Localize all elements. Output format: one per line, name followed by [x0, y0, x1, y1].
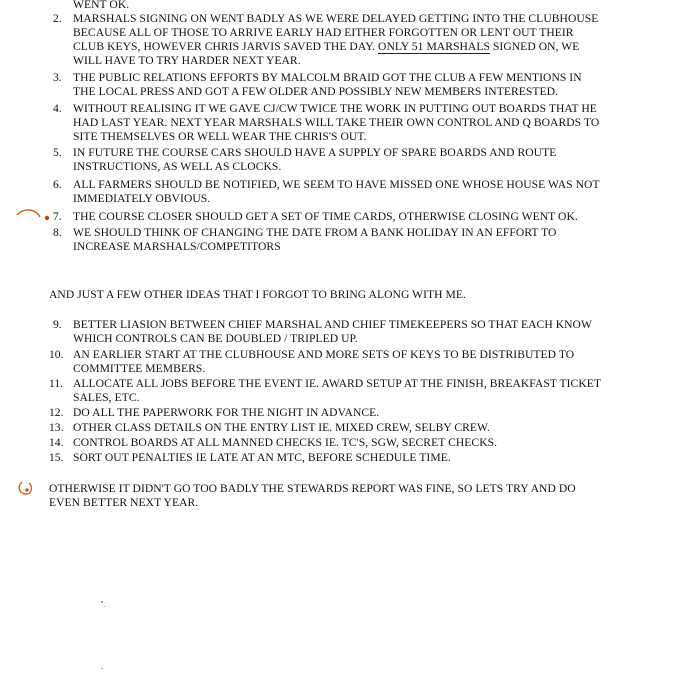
closing-line-1: OTHERWISE IT DIDN'T GO TOO BADLY THE STEWARDS REPORT WAS FINE, SO LETS TRY AND DO	[49, 482, 576, 495]
item-3-number: 3.	[53, 71, 62, 84]
item-6-line-1: ALL FARMERS SHOULD BE NOTIFIED, WE SEEM TO HAVE MISSED ONE WHOSE HOUSE WAS NOT	[73, 178, 600, 191]
item-11-line-2: SALES, ETC.	[73, 391, 140, 404]
scan-speck	[101, 668, 103, 669]
item-4-number: 4.	[53, 102, 62, 115]
item-14-line-1: CONTROL BOARDS AT ALL MANNED CHECKS IE. TC'S, SGW, SECRET CHECKS.	[73, 436, 498, 449]
item-12-line-1: DO ALL THE PAPERWORK FOR THE NIGHT IN ADVANCE.	[73, 406, 380, 419]
item-2-number: 2.	[53, 12, 62, 25]
scan-speck	[101, 601, 103, 603]
item-3-line-2: THE LOCAL PRESS AND GOT A FEW OLDER AND POSSIBLY NEW MEMBERS INTERESTED.	[73, 85, 559, 98]
item-2-line-4: WILL HAVE TO TRY HARDER NEXT YEAR.	[73, 54, 301, 67]
item-12-number: 12.	[49, 406, 64, 419]
item-11-number: 11.	[49, 377, 64, 390]
item-14-number: 14.	[49, 436, 64, 449]
item-9-number: 9.	[53, 318, 62, 331]
item-15-number: 15.	[49, 451, 64, 464]
item-3-line-1: THE PUBLIC RELATIONS EFFORTS BY MALCOLM BRAID GOT THE CLUB A FEW MENTIONS IN	[73, 71, 582, 84]
item-10-line-2: COMMITTEE MEMBERS.	[73, 362, 206, 375]
item-11-line-1: ALLOCATE ALL JOBS BEFORE THE EVENT IE. AWARD SETUP AT THE FINISH, BREAKFAST TICKET	[73, 377, 602, 390]
item-15-line-1: SORT OUT PENALTIES IE LATE AT AN MTC, BEFORE SCHEDULE TIME.	[73, 451, 451, 464]
item-4-line-3: SITE THEMSELVES OR WELL WEAR THE CHRIS'S OUT.	[73, 130, 367, 143]
handwritten-tick-mark	[14, 205, 54, 229]
item-13-number: 13.	[49, 421, 64, 434]
item-5-number: 5.	[53, 146, 62, 159]
item-7-line-1: THE COURSE CLOSER SHOULD GET A SET OF TIME CARDS, OTHERWISE CLOSING WENT OK.	[73, 210, 578, 223]
item-2-line-2: BECAUSE ALL OF THOSE TO ARRIVE EARLY HAD EITHER FORGOTTEN OR LENT OUT THEIR	[73, 26, 574, 39]
item-4-line-1: WITHOUT REALISING IT WE GAVE CJ/CW TWICE THE WORK IN PUTTING OUT BOARDS THAT HE	[73, 102, 597, 115]
item-6-number: 6.	[53, 178, 62, 191]
item-10-number: 10.	[49, 348, 64, 361]
item-2-line-3-end: SIGNED ON, WE	[489, 40, 580, 53]
item-2-line-1: MARSHALS SIGNING ON WENT BADLY AS WE WERE DELAYED GETTING INTO THE CLUBHOUSE	[73, 12, 599, 25]
item-9-line-1: BETTER LIASION BETWEEN CHIEF MARSHAL AND CHIEF TIMEKEEPERS SO THAT EACH KNOW	[73, 318, 592, 331]
item-4-line-2: HAD LAST YEAR. NEXT YEAR MARSHALS WILL TAKE THEIR OWN CONTROL AND Q BOARDS TO	[73, 116, 600, 129]
item-10-line-1: AN EARLIER START AT THE CLUBHOUSE AND MORE SETS OF KEYS TO BE DISTRIBUTED TO	[73, 348, 575, 361]
item-1-tail: WENT OK.	[73, 0, 130, 11]
item-5-line-1: IN FUTURE THE COURSE CARS SHOULD HAVE A SUPPLY OF SPARE BOARDS AND ROUTE	[73, 146, 557, 159]
closing-line-2: EVEN BETTER NEXT YEAR.	[49, 496, 199, 509]
underlined-marshal-count: ONLY 51 MARSHALS	[378, 40, 490, 53]
item-8-line-2: INCREASE MARSHALS/COMPETITORS	[73, 240, 281, 253]
scan-speck	[104, 606, 105, 607]
handwritten-circle-mark	[14, 476, 40, 498]
item-8-number: 8.	[53, 226, 62, 239]
item-8-line-1: WE SHOULD THINK OF CHANGING THE DATE FROM A BANK HOLIDAY IN AN EFFORT TO	[73, 226, 557, 239]
item-5-line-2: INSTRUCTIONS, AS WELL AS CLOCKS.	[73, 160, 282, 173]
item-7-number: 7.	[53, 210, 62, 223]
item-13-line-1: OTHER CLASS DETAILS ON THE ENTRY LIST IE. MIXED CREW, SELBY CREW.	[73, 421, 490, 434]
item-2-line-3-text: CLUB KEYS, HOWEVER CHRIS JARVIS SAVED THE DAY.	[73, 40, 376, 53]
item-2-line-3	[73, 40, 579, 54]
item-6-line-2: IMMEDIATELY OBVIOUS.	[73, 192, 211, 205]
intro-paragraph: AND JUST A FEW OTHER IDEAS THAT I FORGOT TO BRING ALONG WITH ME.	[49, 288, 466, 301]
item-9-line-2: WHICH CONTROLS CAN BE DOUBLED / TRIPLED UP.	[73, 332, 358, 345]
